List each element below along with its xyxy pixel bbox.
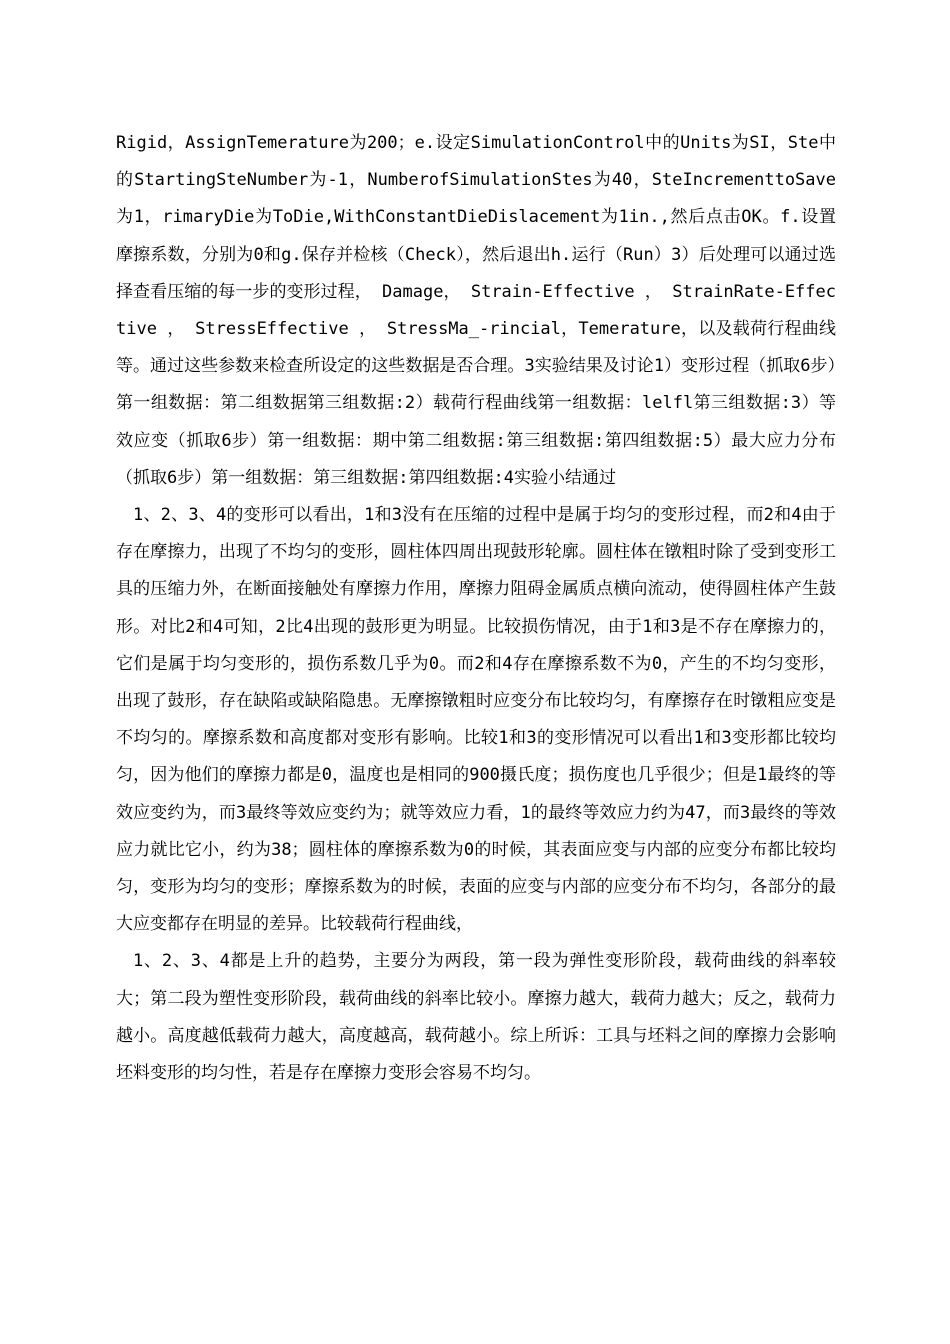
- paragraph-load-curve-summary: 1、2、3、4都是上升的趋势，主要分为两段，第一段为弹性变形阶段，载荷曲线的斜率较大；第二段为塑性变形阶段，载荷曲线的斜率比较小。摩擦力越大，载荷力越大；反之，载荷力越小。高度越低载荷力越大，高度越高，载荷越小。综上所诉：工具与坯料之间的摩擦力会影响坯料变形的均匀性，若是存在摩擦力变形会容易不均匀。: [116, 951, 836, 1084]
- paragraph-simulation-setup: Rigid，AssignTemerature为200；e.设定SimulationControl中的Units为SI，Ste中的StartingSteNumber为-1，NumberofSimulationStes为40，SteIncrementtoSave为1，rimaryDie为ToDie,WithConstantDieDislacement为1in.,然后点击OK。f.设置摩擦系数，分别为0和g.保存并检核（Check），然后退出h.运行（Run）3）后处理可以通过选择查看压缩的每一步的变形过程， Damage， Strain-Effective ， StrainRate-Effective ， StressEffective ， StressMa_-rincial，Temerature，以及载荷行程曲线等。通过这些参数来检查所设定的这些数据是否合理。3实验结果及讨论1）变形过程（抓取6步）第一组数据：第二组数据第三组数据:2）载荷行程曲线第一组数据：lelfl第三组数据:3）等效应变（抓取6步）第一组数据：期中第二组数据:第三组数据:第四组数据:5）最大应力分布（抓取6步）第一组数据：第三组数据:第四组数据:4实验小结通过: [116, 133, 836, 488]
- paragraph-deformation-analysis: 1、2、3、4的变形可以看出，1和3没有在压缩的过程中是属于均匀的变形过程，而2和4由于存在摩擦力，出现了不均匀的变形，圆柱体四周出现鼓形轮廓。圆柱体在镦粗时除了受到变形工具的压缩力外，在断面接触处有摩擦力作用，摩擦力阻碍金属质点横向流动，使得圆柱体产生鼓形。对比2和4可知，2比4出现的鼓形更为明显。比较损伤情况，由于1和3是不存在摩擦力的，它们是属于均匀变形的，损伤系数几乎为0。而2和4存在摩擦系数不为0，产生的不均匀变形，出现了鼓形，存在缺陷或缺陷隐患。无摩擦镦粗时应变分布比较均匀，有摩擦存在时镦粗应变是不均匀的。摩擦系数和高度都对变形有影响。比较1和3的变形情况可以看出1和3变形都比较均匀，因为他们的摩擦力都是0，温度也是相同的900摄氏度；损伤度也几乎很少；但是1最终的等效应变约为，而3最终等效应变约为；就等效应力看，1的最终等效应力约为47，而3最终的等效应力就比它小，约为38；圆柱体的摩擦系数为0的时候，其表面应变与内部的应变分布都比较均匀，变形为均匀的变形；摩擦系数为的时候，表面的应变与内部的应变分布不均匀，各部分的最大应变都存在明显的差异。比较载荷行程曲线，: [116, 505, 836, 935]
- document-body: [116, 125, 836, 1092]
